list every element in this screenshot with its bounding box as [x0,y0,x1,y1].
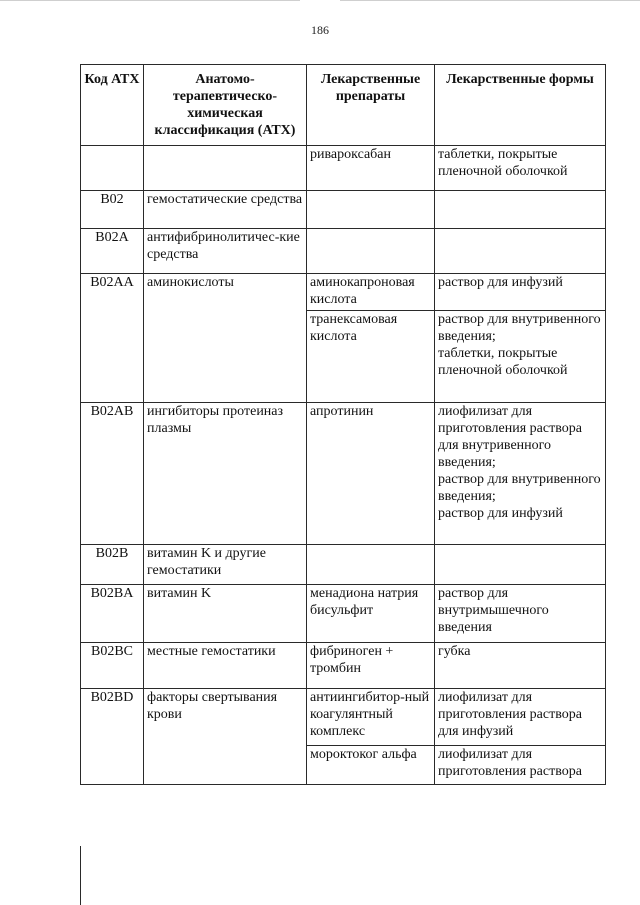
scan-edge-top-right [340,0,640,1]
table-row [81,146,606,191]
cell-drug: ривароксабан [307,146,435,191]
cell-classification: ингибиторы протеиназ плазмы [144,403,307,545]
page-bottom-margin [0,846,640,905]
cell-classification: аминокислоты [144,274,307,403]
cell-drug [307,191,435,229]
cell-drug [307,229,435,274]
header-atc-code: Код АТХ [81,65,144,146]
cell-form: раствор для инфузий [435,274,606,311]
cell-code: B02 [81,191,144,229]
cell-form [435,229,606,274]
cell-form: раствор для внутримышечного введения [435,585,606,643]
cell-classification: витамин K [144,585,307,643]
table-header-row [81,65,606,146]
header-drugs: Лекарственные препараты [307,65,435,146]
cell-form: губка [435,643,606,689]
cell-code: B02B [81,545,144,585]
header-dosage-forms: Лекарственные формы [435,65,606,146]
cell-classification: факторы свертывания крови [144,689,307,785]
cell-code: B02BD [81,689,144,785]
cell-drug: транексамовая кислота [307,311,435,403]
cell-code: B02AA [81,274,144,403]
table-row [81,403,606,545]
scan-edge-top [0,0,300,1]
table-row [81,229,606,274]
cell-form: лиофилизат для приготовления раствора для внутривенного введения; раствор для внутривенного введения; раствор для инфузий [435,403,606,545]
table-row [81,689,606,746]
cell-classification: гемостатические средства [144,191,307,229]
page-number: 186 [311,23,329,37]
table-row [81,585,606,643]
cell-drug: фибриноген + тромбин [307,643,435,689]
cell-classification [144,146,307,191]
table-row [81,545,606,585]
cell-classification: местные гемостатики [144,643,307,689]
cell-code: B02BA [81,585,144,643]
table-row [81,643,606,689]
cell-form [435,191,606,229]
cell-drug: менадиона натрия бисульфит [307,585,435,643]
cell-drug: антиингибитор-ный коагулянтный комплекс [307,689,435,746]
table-row [81,191,606,229]
cell-code [81,146,144,191]
cell-code: B02A [81,229,144,274]
cell-code: B02AB [81,403,144,545]
cell-drug [307,545,435,585]
cell-drug: апротинин [307,403,435,545]
header-atc-classification: Анатомо-терапевтическо-химическая классификация (АТХ) [144,65,307,146]
cell-form: раствор для внутривенного введения; таблетки, покрытые пленочной оболочкой [435,311,606,403]
cell-classification: антифибринолитичес-кие средства [144,229,307,274]
cell-form: лиофилизат для приготовления раствора [435,746,606,785]
cell-form [435,545,606,585]
atc-table [80,64,606,785]
scan-left-margin-line [80,846,81,905]
cell-classification: витамин K и другие гемостатики [144,545,307,585]
cell-form: таблетки, покрытые пленочной оболочкой [435,146,606,191]
cell-form: лиофилизат для приготовления раствора для инфузий [435,689,606,746]
table-row [81,274,606,311]
cell-drug: аминокапроновая кислота [307,274,435,311]
cell-drug: мороктоког альфа [307,746,435,785]
cell-code: B02BC [81,643,144,689]
